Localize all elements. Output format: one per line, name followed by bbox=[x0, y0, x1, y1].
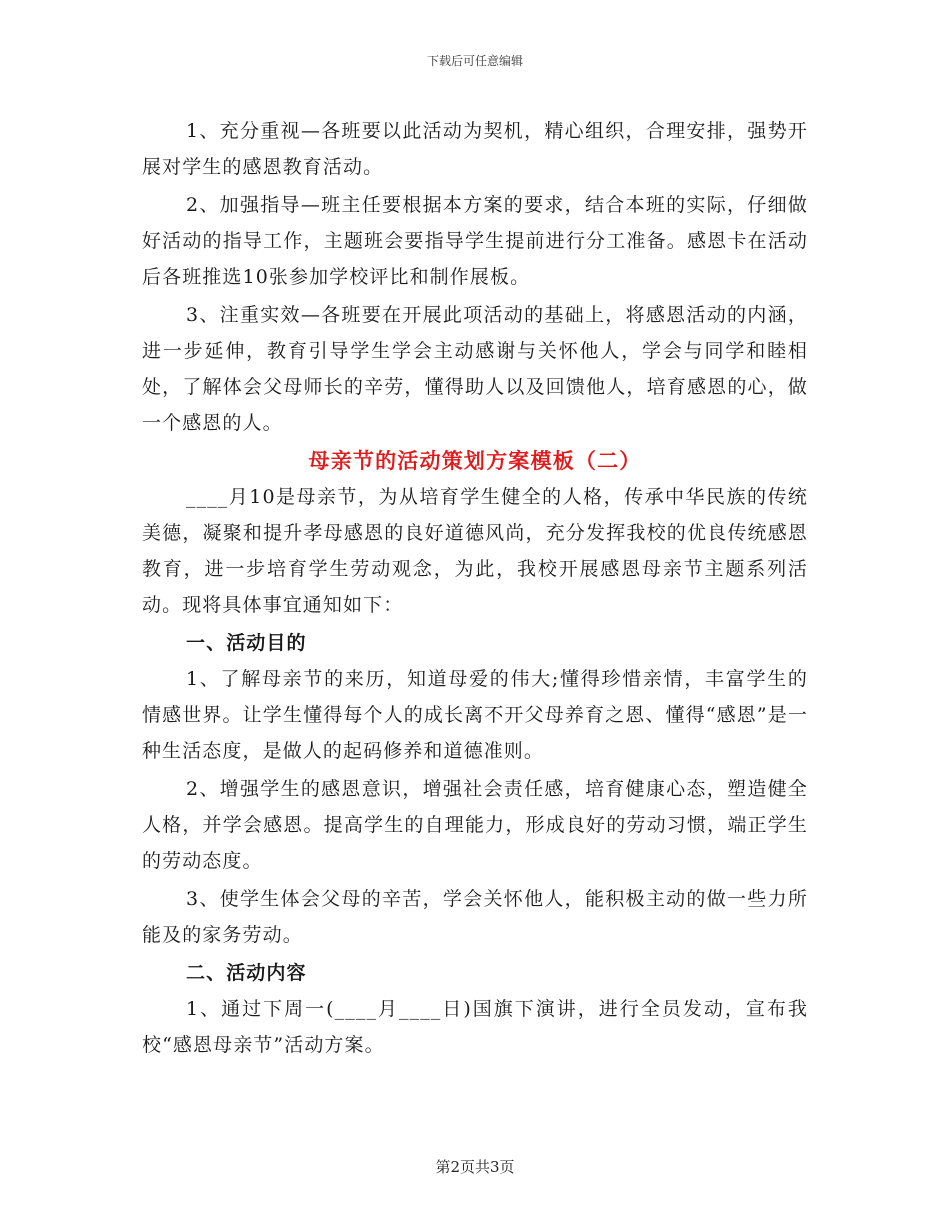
page-footer: 第2页共3页 bbox=[435, 1158, 515, 1176]
document-title: 母亲节的活动策划方案模板（二） bbox=[308, 448, 642, 473]
purpose-heading: 一、活动目的 bbox=[186, 632, 307, 654]
purpose-item-1: 1、了解母亲节的来历，知道母爱的伟大;懂得珍惜亲情，丰富学生的情感世界。让学生懂得每个人的成长离不开父母养育之恩、懂得“感恩”是一种生活态度，是做人的起码修养和道德准则。 bbox=[142, 668, 808, 762]
purpose-item-2: 2、增强学生的感恩意识，增强社会责任感，培育健康心态，塑造健全人格，并学会感恩。提高学生的自理能力，形成良好的劳动习惯，端正学生的劳动态度。 bbox=[142, 778, 808, 872]
requirement-item-1: 1、充分重视—各班要以此活动为契机，精心组织，合理安排，强势开展对学生的感恩教育活动。 bbox=[142, 120, 808, 178]
purpose-item-3: 3、使学生体会父母的辛苦，学会关怀他人，能积极主动的做一些力所能及的家务劳动。 bbox=[142, 888, 808, 946]
content-heading: 二、活动内容 bbox=[186, 962, 307, 984]
intro-paragraph: ____月10是母亲节，为从培育学生健全的人格，传承中华民族的传统美德，凝聚和提升孝母感恩的良好道德风尚，充分发挥我校的优良传统感恩教育，进一步培育学生劳动观念，为此，我校开展感恩母亲节主题系列活动。现将具体事宜通知如下： bbox=[142, 486, 808, 616]
page-header: 下载后可任意编辑 bbox=[426, 54, 523, 68]
document-body bbox=[142, 113, 808, 1063]
content-item-1: 1、通过下周一(____月____日)国旗下演讲，进行全员发动，宣布我校“感恩母亲节”活动方案。 bbox=[142, 998, 808, 1056]
requirement-item-3: 3、注重实效—各班要在开展此项活动的基础上，将感恩活动的内涵，进一步延伸，教育引导学生学会主动感谢与关怀他人，学会与同学和睦相处，了解体会父母师长的辛劳，懂得助人以及回馈他人，培育感恩的心，做一个感恩的人。 bbox=[142, 304, 808, 434]
requirement-item-2: 2、加强指导—班主任要根据本方案的要求，结合本班的实际，仔细做好活动的指导工作，主题班会要指导学生提前进行分工准备。感恩卡在活动后各班推选10张参加学校评比和制作展板。 bbox=[142, 194, 808, 288]
